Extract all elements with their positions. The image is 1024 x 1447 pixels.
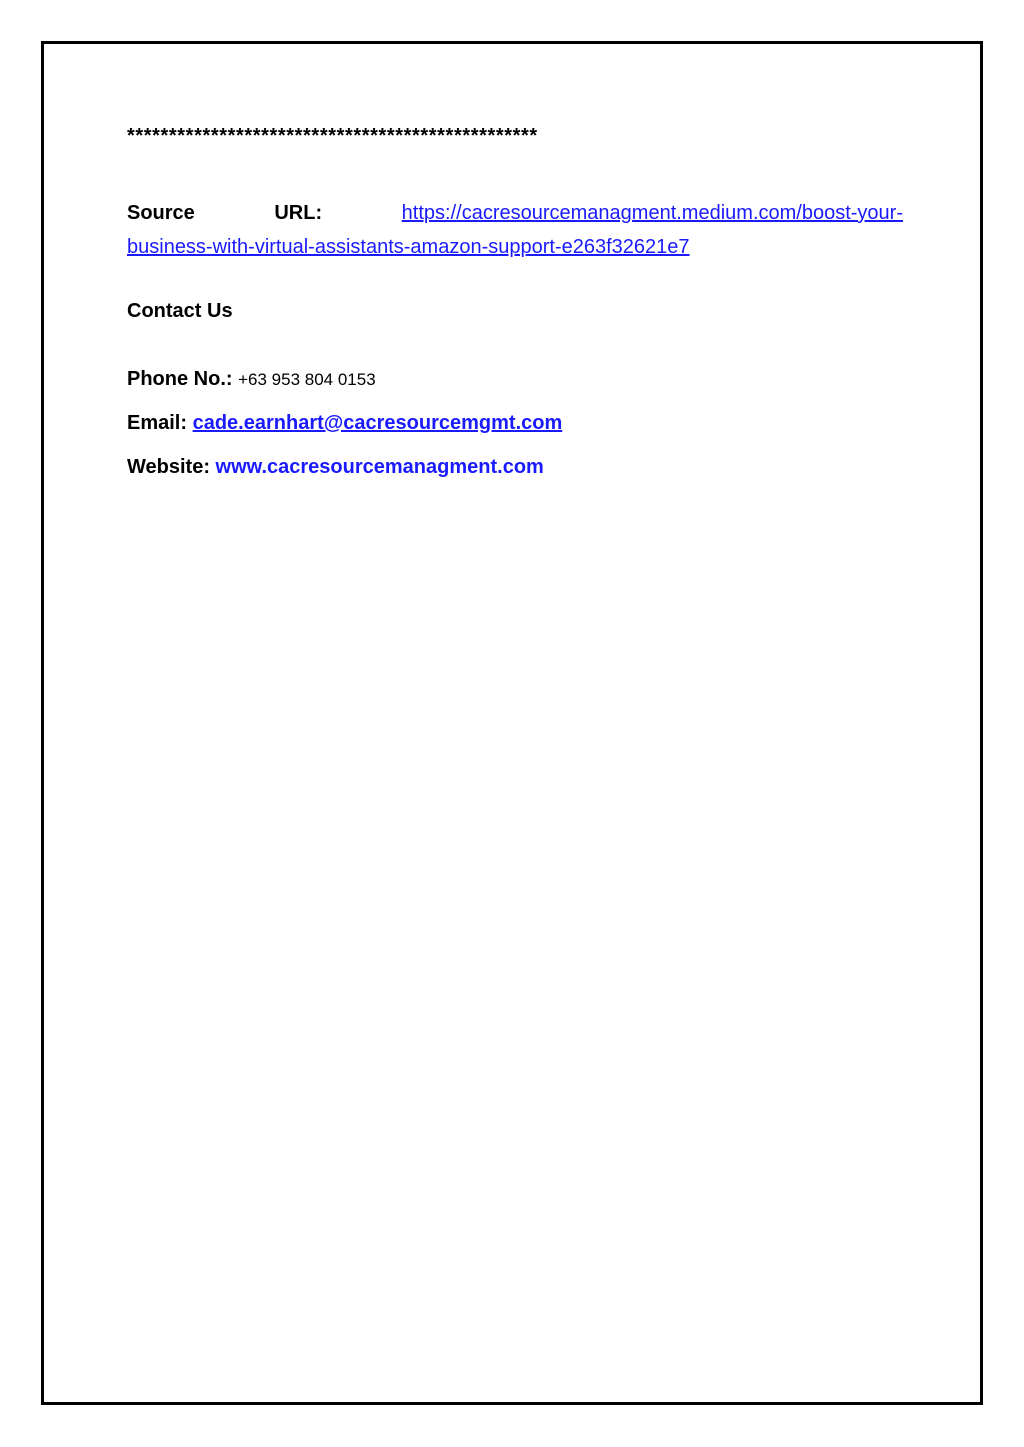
phone-row — [127, 365, 376, 394]
separator-line: ************************************************* — [127, 125, 538, 147]
source-label: Source — [127, 202, 195, 224]
email-row — [127, 409, 562, 437]
source-url-link-part2[interactable]: business-with-virtual-assistants-amazon-support-e263f32621e7 — [127, 236, 690, 258]
source-url-block — [127, 196, 903, 264]
contact-heading: Contact Us — [127, 300, 233, 322]
email-label: Email: — [127, 412, 188, 434]
website-row — [127, 453, 544, 481]
page-frame — [41, 41, 983, 1405]
email-link[interactable]: cade.earnhart@cacresourcemgmt.com — [192, 412, 563, 434]
url-label: URL: — [274, 202, 323, 224]
website-link[interactable]: www.cacresourcemanagment.com — [215, 456, 544, 478]
source-url-link-part1[interactable]: https://cacresourcemanagment.medium.com/boost-your- — [401, 202, 903, 224]
phone-label: Phone No.: — [127, 368, 233, 390]
source-url-continuation — [127, 230, 903, 264]
website-label: Website: — [127, 456, 210, 478]
phone-value: +63 953 804 0153 — [238, 370, 376, 389]
source-url-line — [127, 196, 903, 230]
